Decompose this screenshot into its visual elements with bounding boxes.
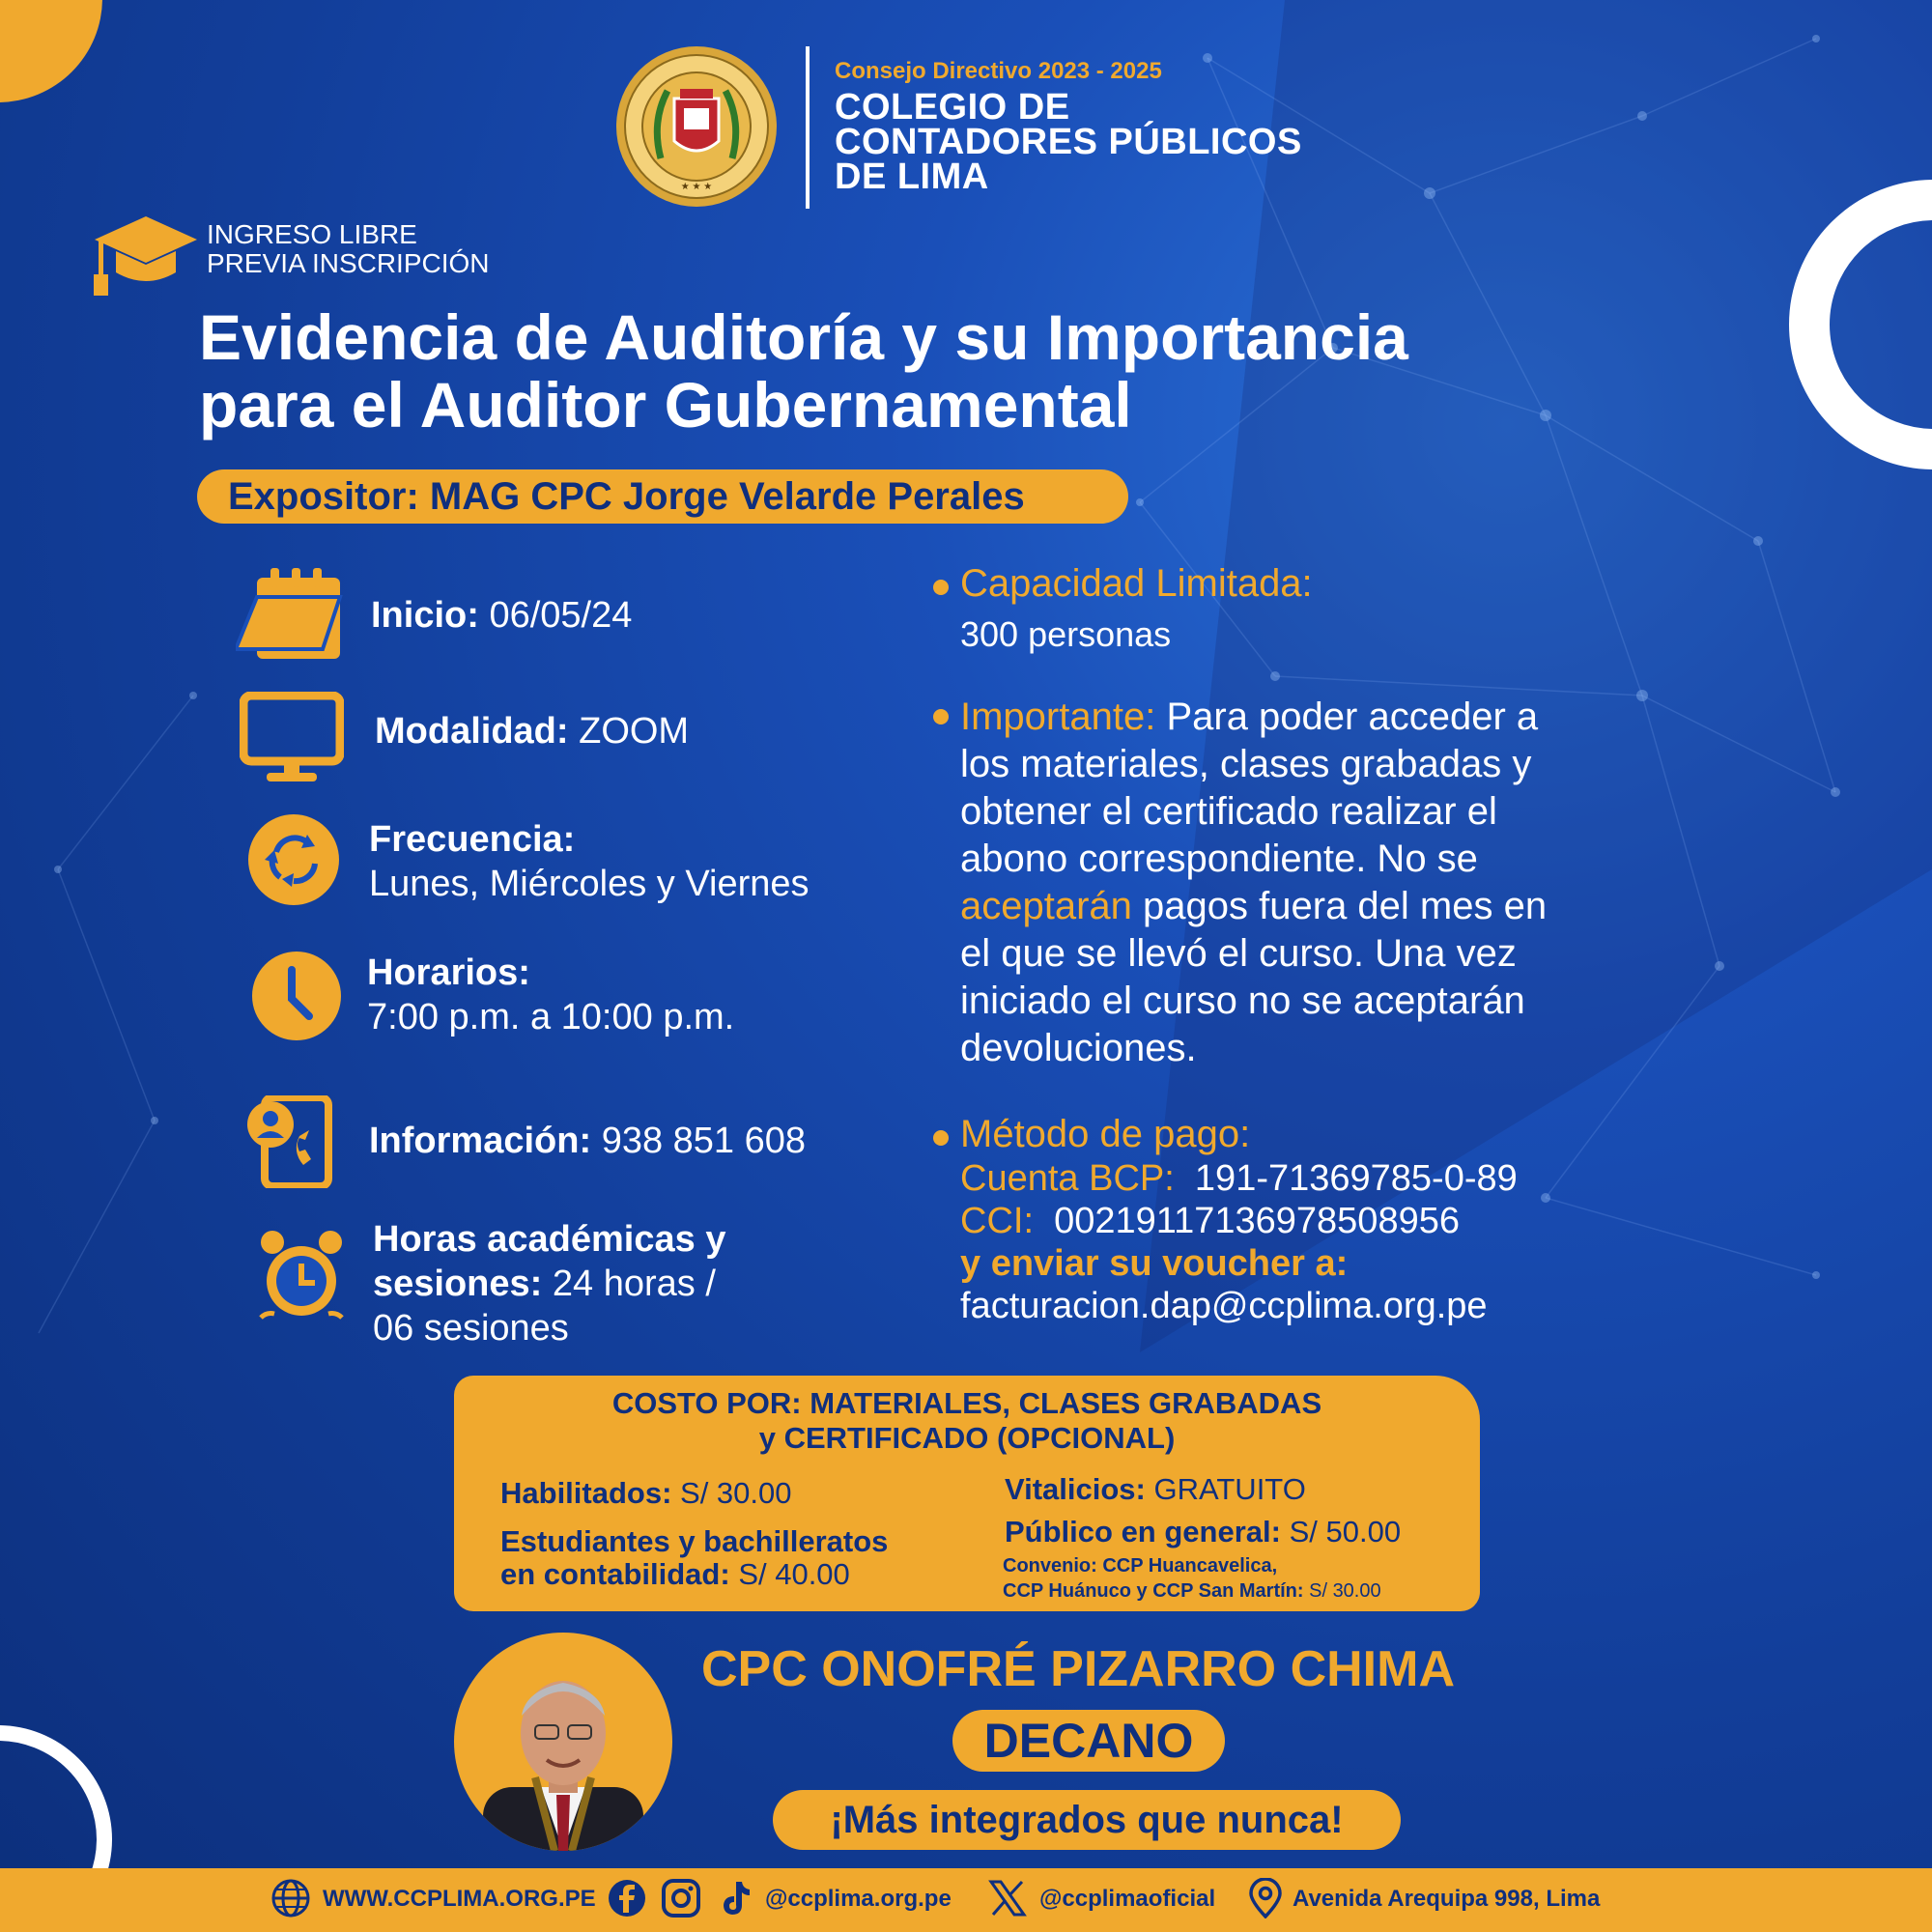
- agreement-price: S/ 30.00: [1309, 1580, 1381, 1602]
- agreement-label: CCP Huánuco y CCP San Martín:: [1003, 1580, 1304, 1602]
- important-label: Importante:: [960, 696, 1156, 738]
- x-icon[interactable]: [987, 1878, 1028, 1918]
- important-line-1: [960, 694, 1538, 741]
- org-name-line-2: CONTADORES PÚBLICOS: [835, 122, 1302, 162]
- org-name-line-1: COLEGIO DE: [835, 87, 1070, 128]
- org-name-line-3: DE LIMA: [835, 156, 989, 197]
- cost-public: [1005, 1515, 1401, 1549]
- phone-contact-icon: [245, 1095, 342, 1188]
- hours-value-1: 24 horas /: [552, 1264, 716, 1304]
- social-handle[interactable]: @ccplima.org.pe: [765, 1886, 952, 1912]
- frequency-value: Lunes, Miércoles y Viernes: [369, 864, 810, 904]
- bullet-capacity: [933, 580, 949, 595]
- mortarboard-icon: [93, 214, 199, 298]
- billing-email[interactable]: facturacion.dap@ccplima.org.pe: [960, 1286, 1488, 1326]
- title-line-2: para el Auditor Gubernamental: [199, 369, 1132, 440]
- important-highlight: aceptarán: [960, 885, 1132, 927]
- speaker-label: Expositor: MAG CPC Jorge Velarde Perales: [228, 475, 1025, 518]
- bullet-payment: [933, 1130, 949, 1146]
- hours-label-2: sesiones:: [373, 1264, 543, 1304]
- information: [369, 1119, 806, 1163]
- hours-value-2: 06 sesiones: [373, 1308, 569, 1349]
- voucher-label: y enviar su voucher a:: [960, 1243, 1349, 1284]
- cci-value: 00219117136978508956: [1054, 1201, 1460, 1241]
- enabled-label: Habilitados:: [500, 1476, 672, 1510]
- dean-title: DECANO: [983, 1714, 1194, 1768]
- agreement-line-2: [1003, 1580, 1381, 1603]
- admission-line-2: PREVIA INSCRIPCIÓN: [207, 248, 490, 278]
- header-divider: [806, 46, 810, 209]
- dean-portrait: [454, 1633, 672, 1851]
- website-link[interactable]: WWW.CCPLIMA.ORG.PE: [323, 1886, 596, 1912]
- modality-value: ZOOM: [579, 711, 690, 752]
- information-phone: 938 851 608: [601, 1121, 807, 1161]
- lifetime-price: GRATUITO: [1153, 1472, 1306, 1506]
- cost-enabled: [500, 1476, 792, 1511]
- monitor-icon: [240, 692, 344, 784]
- alarm-clock-icon: [257, 1229, 346, 1325]
- bcp-value: 191-71369785-0-89: [1194, 1158, 1518, 1199]
- location-pin-icon: [1248, 1878, 1283, 1918]
- cost-lifetime: [1005, 1472, 1306, 1507]
- public-price: S/ 50.00: [1289, 1515, 1402, 1548]
- important-line-7: iniciado el curso no se aceptarán: [960, 980, 1525, 1022]
- students-label-2: en contabilidad:: [500, 1557, 730, 1591]
- cost-heading-1: COSTO POR: MATERIALES, CLASES GRABADAS: [611, 1386, 1322, 1420]
- important-line-8: devoluciones.: [960, 1027, 1197, 1069]
- important-line-3: obtener el certificado realizar el: [960, 790, 1497, 833]
- schedule-label: [367, 951, 530, 995]
- frequency-label-text: Frecuencia:: [369, 819, 576, 860]
- admission-line-1: INGRESO LIBRE: [207, 219, 417, 249]
- start-label: Inicio:: [371, 595, 479, 636]
- important-text-5: pagos fuera del mes en: [1143, 885, 1548, 927]
- modality: [375, 709, 689, 753]
- important-line-2: los materiales, clases grabadas y: [960, 743, 1532, 785]
- public-label: Público en general:: [1005, 1515, 1281, 1548]
- dean-name: CPC ONOFRÉ PIZARRO CHIMA: [701, 1641, 1455, 1697]
- calendar-icon: [236, 568, 344, 661]
- instagram-icon[interactable]: [661, 1878, 701, 1918]
- schedule-value: 7:00 p.m. a 10:00 p.m.: [367, 997, 735, 1037]
- start-value: 06/05/24: [489, 595, 633, 636]
- cci-account: [960, 1198, 1460, 1245]
- schedule-label-text: Horarios:: [367, 952, 530, 993]
- capacity-label: Capacidad Limitada:: [960, 562, 1313, 605]
- lifetime-label: Vitalicios:: [1005, 1472, 1146, 1506]
- important-line-6: el que se llevó el curso. Una vez: [960, 932, 1517, 975]
- students-price: S/ 40.00: [738, 1557, 850, 1591]
- title-line-1: Evidencia de Auditoría y su Importancia: [199, 301, 1408, 373]
- capacity-value: 300 personas: [960, 614, 1172, 654]
- information-label: Información:: [369, 1121, 592, 1161]
- hours-label-1-text: Horas académicas y: [373, 1219, 726, 1260]
- start-date: [371, 593, 632, 638]
- address: Avenida Arequipa 998, Lima: [1293, 1886, 1601, 1912]
- hours-line-2: [373, 1262, 716, 1306]
- slogan: ¡Más integrados que nunca!: [830, 1799, 1344, 1841]
- payment-label: Método de pago:: [960, 1113, 1251, 1155]
- cost-students: [500, 1557, 850, 1592]
- modality-label: Modalidad:: [375, 711, 569, 752]
- globe-icon: [270, 1878, 311, 1918]
- frequency-label: [369, 817, 575, 862]
- bullet-important: [933, 709, 949, 724]
- facebook-icon[interactable]: [607, 1878, 647, 1918]
- enabled-price: S/ 30.00: [680, 1476, 792, 1510]
- bcp-account: [960, 1155, 1518, 1203]
- students-label-1: Estudiantes y bachilleratos: [500, 1524, 889, 1558]
- council-period: Consejo Directivo 2023 - 2025: [835, 58, 1162, 84]
- tiktok-icon[interactable]: [715, 1878, 755, 1918]
- important-line-4: abono correspondiente. No se: [960, 838, 1478, 880]
- svg-text:★ ★ ★: ★ ★ ★: [680, 182, 713, 192]
- hours-label-1: [373, 1217, 725, 1262]
- clock-icon: [251, 951, 342, 1041]
- important-text-1: Para poder acceder a: [1166, 696, 1539, 738]
- bcp-label: Cuenta BCP:: [960, 1158, 1175, 1199]
- recycle-icon: [247, 813, 340, 906]
- important-line-5: [960, 883, 1547, 930]
- cci-label: CCI:: [960, 1201, 1034, 1241]
- x-handle[interactable]: @ccplimaoficial: [1039, 1886, 1216, 1912]
- agreement-line-1: Convenio: CCP Huancavelica,: [1003, 1555, 1278, 1577]
- college-seal-logo: [614, 44, 779, 209]
- cost-heading-2: y CERTIFICADO (OPCIONAL): [758, 1421, 1176, 1455]
